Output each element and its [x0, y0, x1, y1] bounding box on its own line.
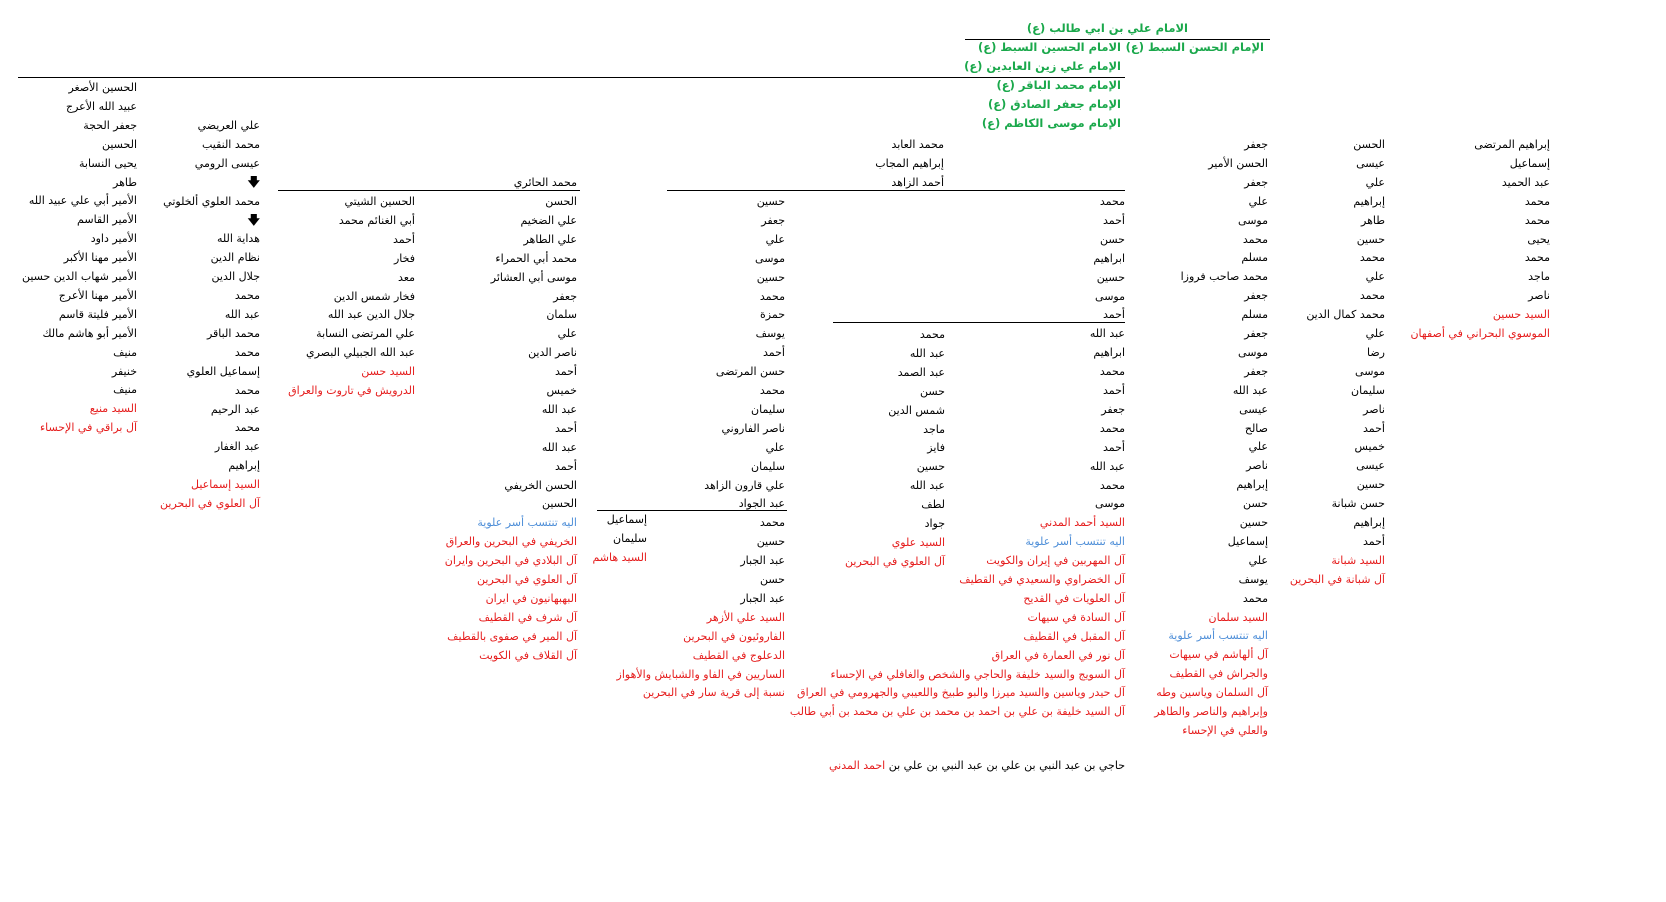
- lineage-name: أحمد: [1363, 535, 1385, 548]
- lineage-name: محمد: [919, 328, 945, 341]
- lineage-name: موسى: [1095, 497, 1125, 510]
- family-note: آل العلوي في البحرين: [160, 497, 260, 510]
- imam-husayn-label: الامام الحسين السبط (ع): [977, 40, 1121, 54]
- family-note: آل ألهاشم في سيهات: [1169, 648, 1268, 661]
- family-note: آل المهربين في إيران والكويت: [986, 554, 1125, 567]
- lineage-name: حسين: [756, 195, 785, 208]
- family-note: البهبهانيون في ايران: [485, 592, 577, 605]
- lineage-name: موسى: [1238, 346, 1268, 359]
- lineage-name: علي: [765, 441, 785, 454]
- family-note: آل العلوي في البحرين: [477, 573, 577, 586]
- lineage-name: عبد الحميد: [1501, 176, 1550, 189]
- family-note: آل المير في صفوى بالقطيف: [447, 630, 577, 643]
- lineage-name: حسين: [756, 535, 785, 548]
- lineage-name: لطف: [921, 498, 945, 511]
- lineage-name: عبد الصمد: [897, 366, 945, 379]
- lineage-name: موسى: [1095, 290, 1125, 303]
- lineage-name: محمد: [1359, 251, 1385, 264]
- lineage-name: علي: [765, 233, 785, 246]
- lineage-name: عبد الله: [1089, 460, 1125, 473]
- lineage-name: محمد: [234, 289, 260, 302]
- family-note: الساريين في الفاو والشبايش والأهواز: [616, 668, 785, 681]
- family-note: الدعلوج في القطيف: [692, 649, 785, 662]
- arrow-down-icon: 🡇: [247, 213, 260, 227]
- lineage-name: الأمير داود: [90, 232, 137, 245]
- lineage-name: أبي الغنائم محمد: [338, 214, 415, 227]
- imam-baqir-label: الإمام محمد الباقر (ع): [996, 78, 1121, 92]
- lineage-name: جواد: [924, 517, 945, 530]
- lineage-name: خنيفر: [111, 365, 137, 378]
- lineage-name: ناصر الدين: [528, 346, 577, 359]
- family-note: آل العلوي في البحرين: [845, 555, 945, 568]
- family-note: آل شبانة في البحرين: [1289, 573, 1385, 586]
- lineage-name: أحمد: [763, 346, 785, 359]
- lineage-name: محمد: [1099, 365, 1125, 378]
- family-note: آل براقي في الإحساء: [39, 421, 137, 434]
- lineage-name: أحمد: [393, 233, 415, 246]
- lineage-name: محمد: [1524, 251, 1550, 264]
- lineage-name: حسين: [1356, 233, 1385, 246]
- lineage-name: عبد الغفار: [214, 440, 260, 453]
- lineage-name: جعفر: [553, 290, 577, 303]
- lineage-name: علي الضخيم: [520, 214, 577, 227]
- family-note: آل السيد خليفة بن علي بن احمد بن محمد بن علي بن محمد بن أبي طالب: [789, 705, 1125, 718]
- lineage-name: عبد الله: [909, 347, 945, 360]
- divider-line: [18, 77, 1125, 78]
- lineage-name: رضا: [1366, 346, 1385, 359]
- family-note: آل القلاف في الكويت: [479, 649, 577, 662]
- lineage-name: حسين: [1096, 271, 1125, 284]
- lineage-name: جعفر الحجة: [83, 119, 137, 132]
- family-note: آل حيدر وياسين والسيد ميرزا والبو طبيخ واللعيبي والجهرومي في العراق: [797, 686, 1125, 699]
- family-note: والعلي في الإحساء: [1182, 724, 1268, 737]
- lineage-name: عبد الله: [1232, 384, 1268, 397]
- family-note: السيد أحمد المدني: [1039, 516, 1125, 529]
- lineage-name: ناصر: [1363, 403, 1385, 416]
- family-note: آل البلادي في البحرين وايران: [444, 554, 577, 567]
- lineage-name: إسماعيل العلوي: [186, 365, 260, 378]
- lineage-name: عبد الجبار: [740, 592, 785, 605]
- lineage-name: عبد الجبار: [740, 554, 785, 567]
- lineage-name: الحسين: [541, 497, 577, 510]
- lineage-name: جلال الدين عبد الله: [327, 308, 415, 321]
- lineage-name: عيسى: [1356, 459, 1385, 472]
- imam-zayn-label: الإمام علي زين العابدين (ع): [964, 59, 1121, 73]
- imam-kazim-label: الإمام موسى الكاظم (ع): [981, 116, 1121, 130]
- lineage-name: حسين: [756, 271, 785, 284]
- lineage-name: الأمير أبو هاشم مالك: [42, 327, 137, 340]
- lineage-name: إبراهيم: [1353, 516, 1385, 529]
- lineage-name: محمد صاحب فروزا: [1180, 270, 1268, 283]
- lineage-name: سلمان: [546, 308, 577, 321]
- lineage-name: محمد: [1359, 289, 1385, 302]
- lineage-name: محمد: [234, 384, 260, 397]
- lineage-name: إسماعيل: [1509, 157, 1550, 170]
- imam-sadiq-label: الإمام جعفر الصادق (ع): [987, 97, 1121, 111]
- lineage-name: منيف: [113, 383, 137, 396]
- lineage-name: ماجد: [923, 423, 945, 436]
- lineage-name: موسى: [755, 252, 785, 265]
- family-note: اليه تنتسب أسر علوية: [477, 516, 577, 529]
- lineage-name: الحسن: [1353, 138, 1385, 151]
- lineage-name: عبد الله: [909, 479, 945, 492]
- lineage-name: أحمد: [1103, 441, 1125, 454]
- lineage-name: محمد: [234, 421, 260, 434]
- lineage-name: جعفر: [1244, 327, 1268, 340]
- lineage-name: علي: [1248, 195, 1268, 208]
- lineage-name: عبد الله: [541, 403, 577, 416]
- family-note: السيد حسين: [1492, 308, 1550, 321]
- lineage-name: أحمد: [555, 460, 577, 473]
- family-note: وإبراهيم والناصر والطاهر: [1154, 705, 1268, 718]
- lineage-name: خميس: [1354, 440, 1385, 453]
- lineage-name: محمد: [759, 290, 785, 303]
- family-note: آل العلويات في القديح: [1023, 592, 1125, 605]
- lineage-name: محمد النقيب: [201, 138, 260, 151]
- lineage-name: محمد: [1524, 214, 1550, 227]
- node-muhammad-abid: محمد العابد: [891, 138, 944, 151]
- node-ibrahim-mujab: إبراهيم المجاب: [875, 157, 944, 170]
- lineage-name: فايز: [927, 441, 945, 454]
- lineage-name: نظام الدين: [210, 251, 260, 264]
- lineage-name: معد: [398, 271, 415, 284]
- lineage-name: الحسين: [101, 138, 137, 151]
- lineage-name: هداية الله: [216, 232, 260, 245]
- lineage-name: جعفر: [1244, 176, 1268, 189]
- lineage-name: خميس: [546, 384, 577, 397]
- lineage-name: الحسن الخريفي: [504, 479, 577, 492]
- lineage-name: ابراهيم: [1093, 252, 1125, 265]
- lineage-name: عبد الله: [224, 308, 260, 321]
- divider-line: [667, 190, 1125, 191]
- footer-lineage-part2: احمد المدني: [828, 759, 886, 772]
- lineage-name: محمد: [1242, 233, 1268, 246]
- family-note: والجراش في القطيف: [1169, 667, 1268, 680]
- lineage-name: محمد: [1099, 479, 1125, 492]
- lineage-name: يوسف: [755, 327, 785, 340]
- lineage-name: حسن المرتضى: [715, 365, 785, 378]
- family-note: نسبة إلى قرية سار في البحرين: [642, 686, 785, 699]
- lineage-name: حسين: [1239, 516, 1268, 529]
- lineage-name: علي: [1248, 440, 1268, 453]
- lineage-name: جعفر: [761, 214, 785, 227]
- lineage-name: جعفر: [1244, 365, 1268, 378]
- lineage-name: حسن: [920, 385, 945, 398]
- lineage-name: عيسى الرومي: [194, 157, 260, 170]
- lineage-name: الأمير شهاب الدين حسين: [21, 270, 137, 283]
- lineage-name: ناصر: [1528, 289, 1550, 302]
- lineage-name: محمد: [759, 516, 785, 529]
- lineage-name: إبراهيم المرتضى: [1474, 138, 1550, 151]
- family-note: آل الخضراوي والسعيدي في القطيف: [959, 573, 1125, 586]
- lineage-name: علي: [557, 327, 577, 340]
- lineage-name: محمد: [759, 384, 785, 397]
- lineage-name: عبد الرحيم: [210, 403, 260, 416]
- divider-line: [278, 190, 580, 191]
- lineage-name: حمزة: [760, 308, 785, 321]
- family-note: السيد منيع: [89, 402, 137, 415]
- lineage-name: فخار: [393, 252, 415, 265]
- lineage-name: الأمير مهنا الأعرج: [58, 289, 137, 302]
- lineage-name: أحمد: [1103, 384, 1125, 397]
- family-note: اليه تنتسب أسر علوية: [1168, 629, 1268, 642]
- lineage-name: يوسف: [1238, 573, 1268, 586]
- lineage-name: عبد الجواد: [738, 497, 785, 510]
- lineage-name: محمد كمال الدين: [1306, 308, 1385, 321]
- lineage-name: علي: [1365, 270, 1385, 283]
- lineage-name: مسلم: [1241, 308, 1268, 321]
- lineage-name: منيف: [113, 346, 137, 359]
- lineage-name: محمد: [1099, 195, 1125, 208]
- lineage-name: الحسن: [545, 195, 577, 208]
- lineage-name: أحمد: [1103, 214, 1125, 227]
- lineage-name: إبراهيم: [1353, 195, 1385, 208]
- lineage-name: محمد: [1242, 592, 1268, 605]
- lineage-name: عيسى: [1239, 403, 1268, 416]
- lineage-name: طاهر: [1361, 214, 1385, 227]
- lineage-name: ناصر: [1246, 459, 1268, 472]
- lineage-name: محمد الباقر: [206, 327, 260, 340]
- lineage-name: الحسن الأمير: [1208, 157, 1268, 170]
- family-note: السيد إسماعيل: [190, 478, 260, 491]
- node-ahmad-zahid: أحمد الزاهد: [891, 176, 944, 189]
- lineage-name: إسماعيل: [606, 513, 647, 526]
- lineage-name: علي العريضي: [197, 119, 260, 132]
- lineage-name: علي الطاهر: [523, 233, 577, 246]
- family-note: آل نور في العمارة في العراق: [991, 649, 1125, 662]
- lineage-name: عبيد الله الأعرج: [66, 100, 137, 113]
- family-note: آل شرف في القطيف: [478, 611, 577, 624]
- family-note: اليه تنتسب أسر علوية: [1025, 535, 1125, 548]
- imam-ali-label: الامام علي بن ابي طالب (ع): [1026, 21, 1188, 35]
- family-note: الدرويش في تاروت والعراق: [288, 384, 415, 397]
- lineage-name: يحيى: [1527, 233, 1550, 246]
- lineage-name: محمد: [1524, 195, 1550, 208]
- lineage-name: شمس الدين: [888, 404, 945, 417]
- lineage-name: سليمان: [613, 532, 647, 545]
- lineage-name: الحسين الأصغر: [68, 81, 137, 94]
- lineage-name: إسماعيل: [1227, 535, 1268, 548]
- lineage-name: الحسين الشيتي: [344, 195, 415, 208]
- imam-hasan-label: الإمام الحسن السبط (ع): [1125, 40, 1264, 54]
- family-note: آل السادة في سيهات: [1027, 611, 1125, 624]
- lineage-name: محمد: [234, 346, 260, 359]
- family-note: الخريفي في البحرين والعراق: [445, 535, 577, 548]
- family-note: الموسوي البحراني في أصفهان: [1410, 327, 1550, 340]
- arrow-down-icon: 🡇: [247, 175, 260, 189]
- lineage-name: محمد: [1099, 422, 1125, 435]
- lineage-name: أحمد: [1103, 308, 1125, 321]
- lineage-name: علي المرتضى النسابة: [316, 327, 415, 340]
- lineage-name: علي: [1365, 327, 1385, 340]
- lineage-name: جلال الدين: [211, 270, 260, 283]
- lineage-name: حسن شبانة: [1331, 497, 1385, 510]
- family-note: السيد حسن: [361, 365, 415, 378]
- lineage-name: إبراهيم: [228, 459, 260, 472]
- lineage-name: فخار شمس الدين: [333, 290, 415, 303]
- divider-line: [965, 39, 1270, 40]
- lineage-name: عبد الله: [541, 441, 577, 454]
- lineage-name: الأمير أبي علي عبيد الله: [28, 194, 137, 207]
- family-note: السيد هاشم: [592, 551, 647, 564]
- lineage-name: محمد أبي الحمراء: [495, 252, 577, 265]
- node-muhammad-hairi: محمد الحائري: [513, 176, 577, 189]
- lineage-name: يحيى النسابة: [79, 157, 137, 170]
- family-note: السيد سلمان: [1208, 611, 1268, 624]
- lineage-name: موسى: [1238, 214, 1268, 227]
- lineage-name: أحمد: [555, 422, 577, 435]
- lineage-name: سليمان: [751, 403, 785, 416]
- lineage-name: صالح: [1244, 422, 1268, 435]
- lineage-name: علي: [1248, 554, 1268, 567]
- footer-lineage: [829, 756, 1125, 775]
- lineage-name: حسين: [1356, 478, 1385, 491]
- lineage-name: علي: [1365, 176, 1385, 189]
- lineage-name: ناصر الفاروني: [721, 422, 785, 435]
- lineage-name: سليمان: [1351, 384, 1385, 397]
- family-note: آل السلمان وياسين وطه: [1156, 686, 1268, 699]
- lineage-name: عبد الله: [1089, 327, 1125, 340]
- lineage-name: موسى: [1355, 365, 1385, 378]
- lineage-name: حسن: [1100, 233, 1125, 246]
- lineage-name: حسن: [1243, 497, 1268, 510]
- lineage-name: سليمان: [751, 460, 785, 473]
- lineage-name: إبراهيم: [1236, 478, 1268, 491]
- lineage-name: أحمد: [1363, 422, 1385, 435]
- divider-line: [833, 322, 1125, 323]
- lineage-name: أحمد: [555, 365, 577, 378]
- lineage-name: جعفر: [1244, 289, 1268, 302]
- family-note: آل المقبل في القطيف: [1023, 630, 1125, 643]
- lineage-name: موسى أبي العشائر: [490, 271, 577, 284]
- lineage-name: محمد العلوي ألخلوتي: [163, 195, 260, 208]
- family-note: السيد علي الأزهر: [706, 611, 785, 624]
- lineage-name: طاهر: [113, 176, 137, 189]
- family-note: السيد علوي: [891, 536, 945, 549]
- lineage-name: الأمير القاسم: [77, 213, 137, 226]
- lineage-name: ابراهيم: [1093, 346, 1125, 359]
- family-note: آل السويج والسيد خليفة والحاجي والشخص والغافلي في الإحساء: [830, 668, 1125, 681]
- lineage-name: حسين: [916, 460, 945, 473]
- family-note: السيد شبانة: [1331, 554, 1385, 567]
- lineage-name: علي قارون الزاهد: [704, 479, 785, 492]
- lineage-name: الأمير فليتة قاسم: [58, 308, 137, 321]
- lineage-name: مسلم: [1241, 251, 1268, 264]
- lineage-name: جعفر: [1244, 138, 1268, 151]
- lineage-name: ماجد: [1528, 270, 1550, 283]
- lineage-name: جعفر: [1101, 403, 1125, 416]
- family-note: الفاروئيون في البحرين: [683, 630, 785, 643]
- lineage-name: الأمير مهنا الأكبر: [63, 251, 137, 264]
- footer-lineage-part1: حاجي بن عبد النبي بن علي بن عبد النبي بن علي بن: [888, 759, 1125, 772]
- lineage-name: عيسى: [1356, 157, 1385, 170]
- lineage-name: حسن: [760, 573, 785, 586]
- lineage-name: عبد الله الجبيلي البصري: [306, 346, 415, 359]
